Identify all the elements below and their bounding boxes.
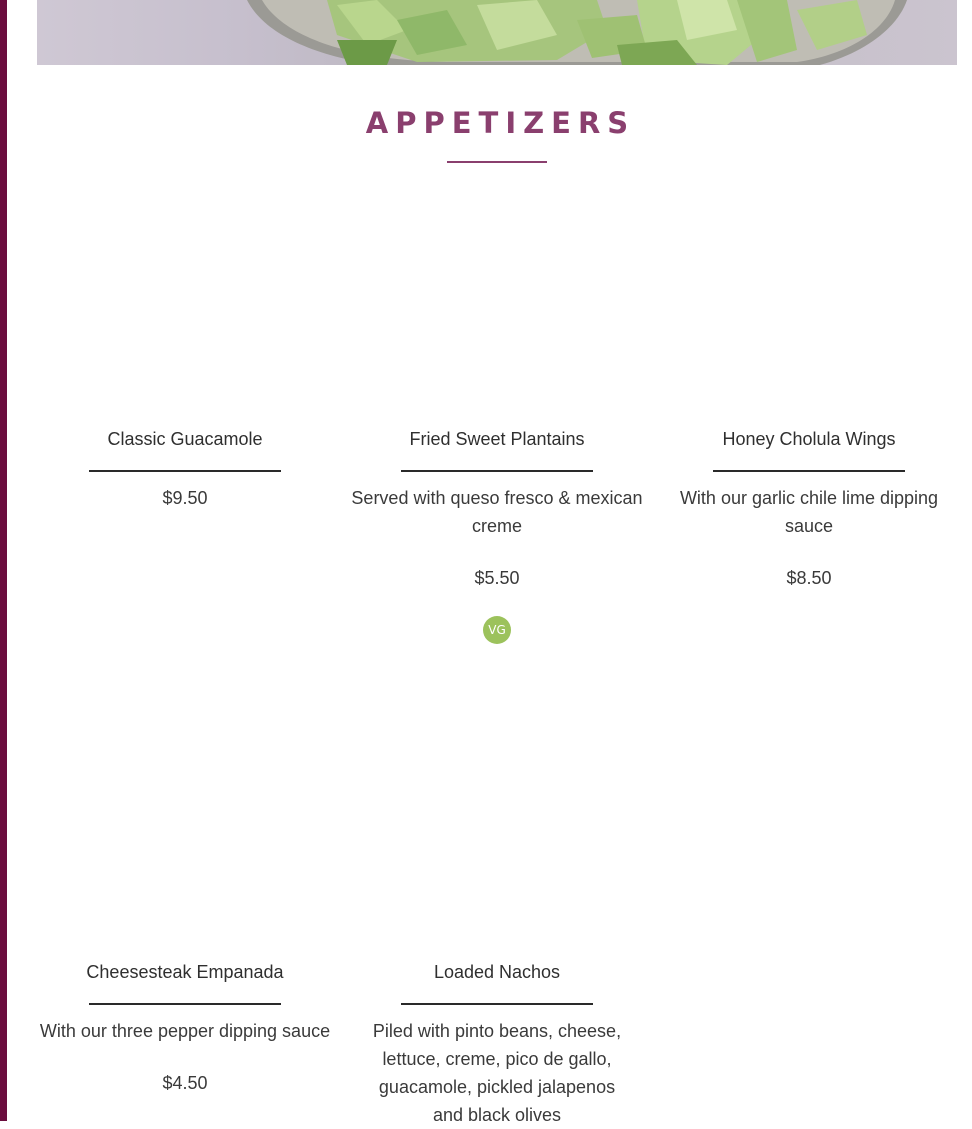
item-price: $4.50	[162, 1073, 208, 1093]
menu-item-loaded-nachos	[347, 960, 647, 1129]
menu-item-fried-sweet-plantains	[347, 427, 647, 644]
item-name: Loaded Nachos	[433, 962, 561, 982]
item-divider	[89, 1003, 281, 1005]
item-description: With our garlic chile lime dipping sauce	[679, 488, 939, 536]
title-underline	[447, 161, 547, 163]
left-accent-bar	[0, 0, 7, 1121]
guacamole-bowl-image	[37, 0, 957, 65]
item-price: $5.50	[474, 568, 520, 588]
menu-item-classic-guacamole	[35, 427, 335, 510]
item-divider	[401, 470, 593, 472]
item-name: Honey Cholula Wings	[722, 429, 896, 449]
item-divider	[89, 470, 281, 472]
item-name: Classic Guacamole	[107, 429, 263, 449]
vegetarian-badge-icon: VG	[483, 616, 511, 644]
item-price: $9.50	[162, 488, 208, 508]
hero-image	[37, 0, 957, 65]
item-description: Served with queso fresco & mexican creme	[351, 488, 643, 536]
item-divider	[713, 470, 905, 472]
item-description: With our three pepper dipping sauce	[39, 1021, 331, 1041]
item-name: Cheesesteak Empanada	[86, 962, 284, 982]
item-name: Fried Sweet Plantains	[409, 429, 585, 449]
item-description: Piled with pinto beans, cheese, lettuce, creme, pico de gallo, guacamole, pickled jalapenos and black olives	[372, 1021, 622, 1125]
item-price: $8.50	[786, 568, 832, 588]
section-title: APPETIZERS	[365, 106, 636, 140]
item-divider	[401, 1003, 593, 1005]
menu-item-honey-cholula-wings	[659, 427, 959, 590]
menu-item-cheesesteak-empanada	[35, 960, 335, 1095]
